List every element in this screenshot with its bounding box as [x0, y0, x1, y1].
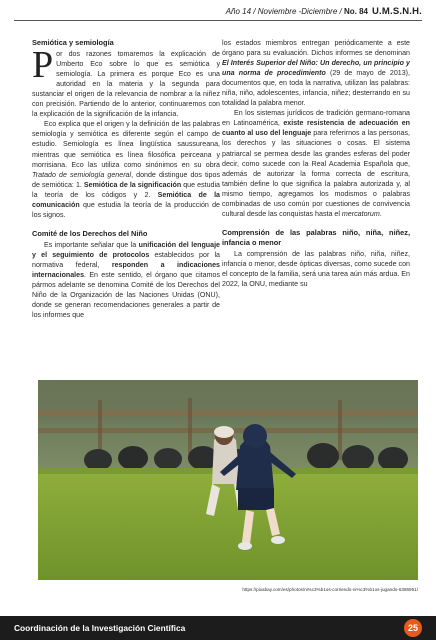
section-heading-comprension: Comprensión de las palabras niño, niña, niñez, infancia o menor — [222, 227, 410, 247]
page-footer — [0, 616, 436, 640]
issue-number: No. 84 — [343, 7, 368, 16]
page-number: 25 — [404, 619, 422, 637]
section-heading-comite: Comité de los Derechos del Niño — [32, 228, 148, 238]
left-column — [32, 38, 220, 320]
paragraph: Eco explica que el origen y la definición de las palabras semiología y semiótica es diferente según el campo de estudio. Semiología es línea lingüística saussureana, mientras que semiótica es línea filosófica peirceana y morrisiana. Eco las utiliza como sinónimos en su obra Tratado de semiología general, donde distingue dos tipos de semiótica: 1. Semiótica de la significación que estudia la teoría de los códigos y 2. Semiótica de la comunicación que estudia la teoría de la producción de los signos. — [32, 120, 220, 219]
brand-name: U.M.S.N.H. — [371, 6, 422, 17]
header-rule — [14, 20, 422, 21]
page-header — [226, 6, 422, 17]
children-running-photo — [38, 380, 418, 580]
section-heading-semiotica: Semiótica y semiología — [32, 38, 114, 47]
footer-text: Coordinación de la Investigación Científica — [14, 623, 186, 633]
photo-illustration — [38, 380, 418, 580]
photo-caption: https://pixabay.com/es/photos/ni%c3%b1os-corriendo-ni%c3%b1os-jugando-6386951/ — [242, 587, 418, 592]
paragraph: los estados miembros entregan periódicamente a este órgano para su evaluación. Dichos informes se denominan El Interés Superior del Niño: Un derecho, un principio y una norma de procedimiento (29 de mayo de 2013), documentos que, en toda la narrativa, utilizan las palabras: niña, niño, adolescentes, infancia, niñez; desterrando en su totalidad la palabra menor. — [222, 39, 410, 108]
drop-cap: P — [32, 44, 54, 87]
right-column — [222, 38, 410, 289]
issue-info: Año 14 / Noviembre -Diciembre / No. 84 — [225, 7, 368, 16]
paragraph: En los sistemas jurídicos de tradición germano-romana en Latinoamérica, existe resistencia de adecuación en cuanto al uso del lenguaje para referirnos a las personas, los derechos y las situaciones o cosas. El sistema patriarcal se permea desde las grandes esferas del poder decir, como sucede con la Real Academia Española que, además de autorizar la forma correcta de escritura, también define lo que significa la palabra autorizada y, al mismo tiempo, agregamos los modismos o palabras combinadas de uso común por cuestiones de convivencia cultural desde las conquistas hasta el mercatorum. — [222, 109, 410, 218]
paragraph: Por dos razones tomaremos la explicación de Umberto Eco sobre lo que es semiótica y semiología. La primera es porque Eco es una autoridad en la materia y la segunda para sustanciar el origen de la relevancia de nombrar a la niñez con precisión. Partiendo de lo anterior, continuaremos con la explicación de la significación de la infancia. — [32, 44, 220, 119]
paragraph: La comprensión de las palabras niño, niña, niñez, infancia o menor, desde ópticas diversas, como sucede con el concepto de la familia, será una tarea aún más ardua. En 2022, la ONU, mediante su — [222, 249, 410, 289]
paragraph: Es importante señalar que la unificación del lenguaje y el seguimiento de protocolos establecidos por la normativa federal, responden a indicaciones internacionales. En este sentido, el órgano que citamos pármos adelante se denomina Comité de los Derechos del Niño de la Organización de las Naciones Unidas (ONU), donde se generan recomendaciones generales a partir de los informes que — [32, 240, 220, 320]
